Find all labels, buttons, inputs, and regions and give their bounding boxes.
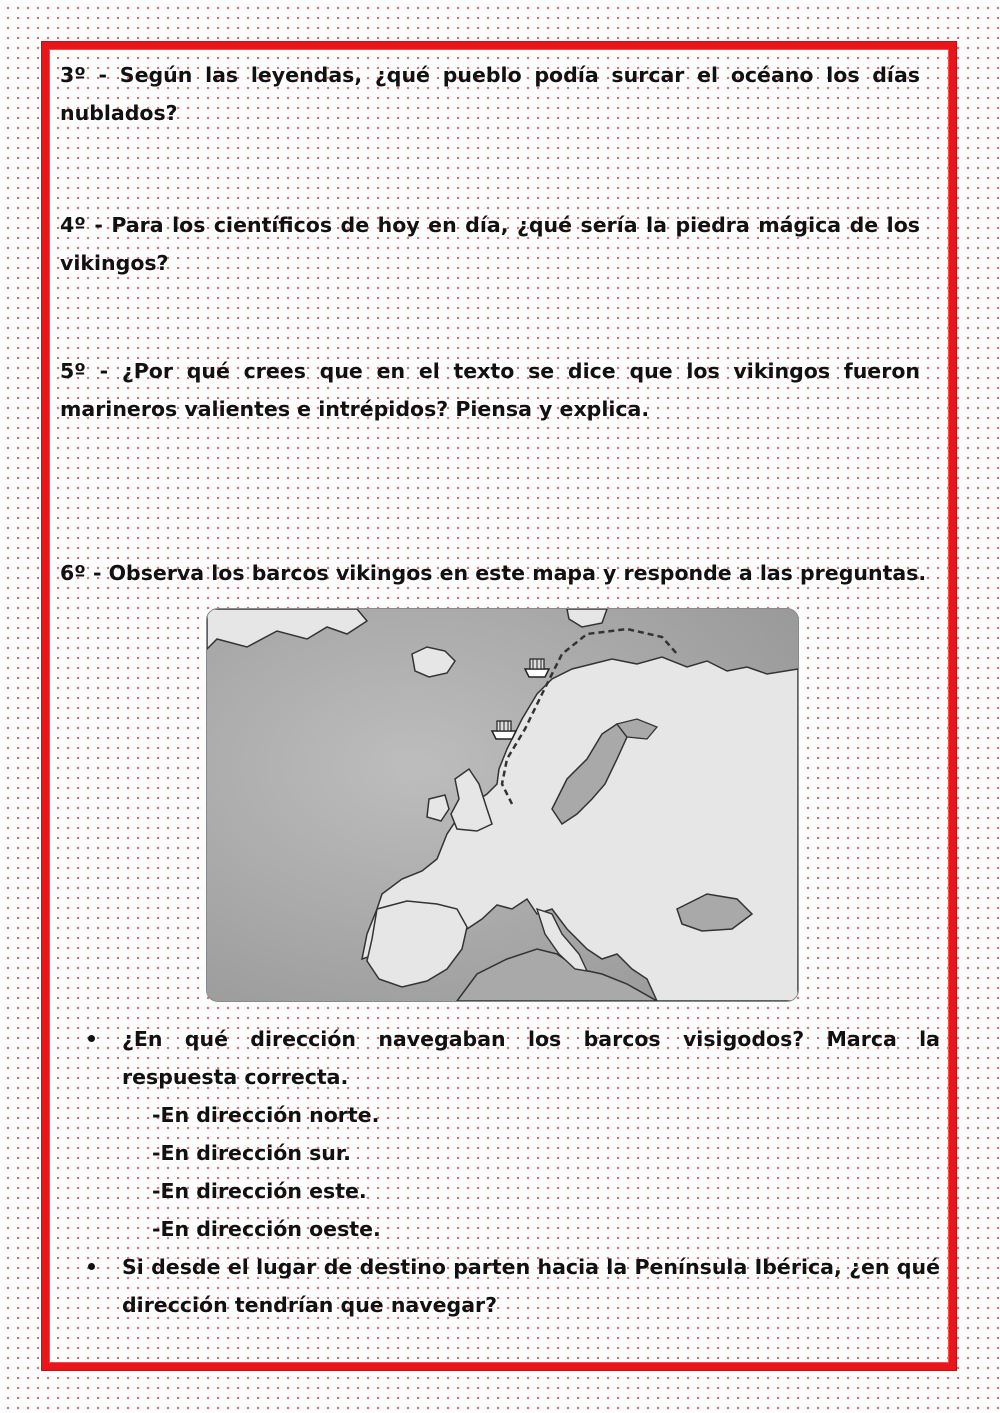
- bullet-question-1: ¿En qué dirección navegaban los barcos visigodos? Marca la respuesta correcta.: [122, 1027, 940, 1089]
- answer-option: -En dirección este.: [152, 1179, 367, 1203]
- bullet-dot: [88, 1263, 95, 1270]
- answer-option: -En dirección oeste.: [152, 1217, 381, 1241]
- bullet-question-2: Si desde el lugar de destino parten hacia la Península Ibérica, ¿en qué dirección tendrían que navegar?: [122, 1255, 940, 1317]
- list-item: [60, 1020, 940, 1096]
- bullet-dot: [88, 1035, 95, 1042]
- question-4: 4º - Para los científicos de hoy en día, ¿qué sería la piedra mágica de los vikingos?: [60, 213, 920, 275]
- answer-option: -En dirección sur.: [152, 1141, 351, 1165]
- questions-list: [60, 1020, 940, 1324]
- question-6: 6º - Observa los barcos vikingos en este mapa y responde a las preguntas.: [60, 561, 927, 585]
- europe-map-image: [206, 608, 799, 1002]
- question-3: 3º - Según las leyendas, ¿qué pueblo podía surcar el océano los días nublados?: [60, 63, 920, 125]
- list-item: [60, 1248, 940, 1324]
- europe-map-drawing: [207, 609, 798, 1001]
- question-5: 5º - ¿Por qué crees que en el texto se dice que los vikingos fueron marineros valientes e intrépidos? Piensa y explica.: [60, 359, 920, 421]
- answer-option: -En dirección norte.: [152, 1103, 380, 1127]
